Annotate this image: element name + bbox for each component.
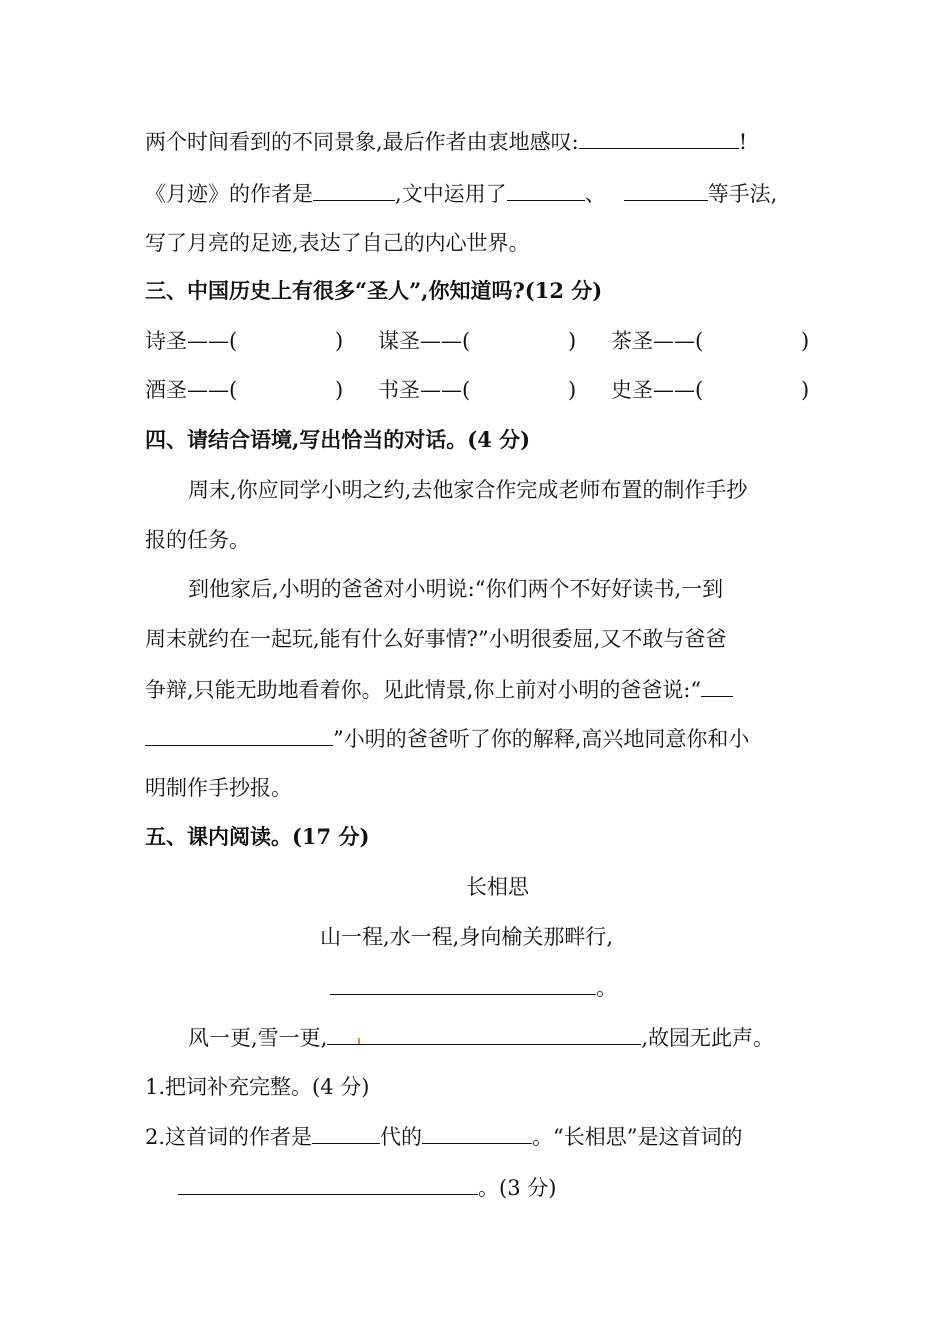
answer-blank[interactable] [579, 126, 739, 149]
text-line: 到他家后,小明的爸爸对小明说:“你们两个不好好读书,一到 [188, 577, 724, 601]
poem-line [188, 1022, 774, 1053]
saint-item-close: ) [568, 378, 577, 402]
section-heading: 四、请结合语境,写出恰当的对话。(4 分) [145, 427, 531, 452]
text: 。 [596, 976, 617, 1000]
poem-title: 长相思 [466, 875, 529, 899]
saint-item-label: 史圣——( [611, 378, 704, 402]
section-heading: 三、中国历史上有很多“圣人”,你知道吗?(12 分) [145, 278, 603, 303]
saint-item-close: ) [335, 329, 344, 353]
text: 风一更,雪一更, [188, 1026, 328, 1050]
text: 等手法, [707, 182, 778, 206]
text-line: 报的任务。 [145, 528, 250, 552]
answer-blank[interactable] [313, 178, 395, 201]
answer-blank[interactable] [330, 972, 596, 995]
answer-blank[interactable] [178, 1172, 478, 1195]
text: 。“长相思”是这首词的 [532, 1125, 743, 1149]
text-line: 周末就约在一起玩,能有什么好事情?”小明很委屈,又不敢与爸爸 [145, 627, 727, 651]
text-line [145, 178, 777, 209]
text: 。(3 分) [478, 1176, 557, 1200]
text-line: 周末,你应同学小明之约,去他家合作完成老师布置的制作手抄 [188, 478, 748, 502]
section-heading: 五、课内阅读。(17 分) [145, 824, 370, 849]
answer-blank[interactable] [701, 674, 733, 697]
text: 、 [584, 182, 606, 206]
question [145, 1121, 743, 1152]
text-line [145, 723, 749, 754]
text-line [145, 674, 733, 705]
saint-item-close: ) [801, 329, 810, 353]
text: 代的 [380, 1125, 423, 1149]
poem-line: 山一程,水一程,身向榆关那畔行, [320, 925, 614, 949]
text: ”小明的爸爸听了你的解释,高兴地同意你和小 [333, 727, 750, 751]
answer-blank[interactable] [327, 1022, 641, 1045]
answer-blank[interactable] [624, 178, 708, 201]
answer-blank[interactable] [145, 723, 333, 746]
text: 两个时间看到的不同景象,最后作者由衷地感叹: [145, 130, 579, 154]
question [178, 1172, 556, 1203]
saint-item-label: 书圣——( [378, 378, 471, 402]
saint-item-label: 谋圣——( [378, 329, 471, 353]
text: ! [738, 130, 748, 154]
text: ,文中运用了 [395, 182, 507, 206]
poem-line [330, 972, 617, 1003]
text: 争辩,只能无助地看着你。见此情景,你上前对小明的爸爸说:“ [145, 678, 702, 702]
answer-blank[interactable] [422, 1121, 532, 1144]
text: 2.这首词的作者是 [145, 1125, 313, 1149]
saint-item-close: ) [568, 329, 577, 353]
saint-item-label: 酒圣——( [145, 378, 238, 402]
text: 《月迹》的作者是 [145, 182, 313, 206]
saint-item-close: ) [801, 378, 810, 402]
text-line [145, 126, 747, 157]
answer-blank[interactable] [507, 178, 585, 201]
saint-item-label: 茶圣——( [611, 329, 704, 353]
text: ,故园无此声。 [641, 1026, 775, 1050]
text-line: 明制作手抄报。 [145, 776, 292, 800]
ink-mark [358, 1038, 360, 1044]
question: 1.把词补充完整。(4 分) [145, 1075, 370, 1099]
answer-blank[interactable] [312, 1121, 380, 1144]
saint-item-label: 诗圣——( [145, 329, 238, 353]
text-line: 写了月亮的足迹,表达了自己的内心世界。 [145, 231, 530, 255]
saint-item-close: ) [335, 378, 344, 402]
